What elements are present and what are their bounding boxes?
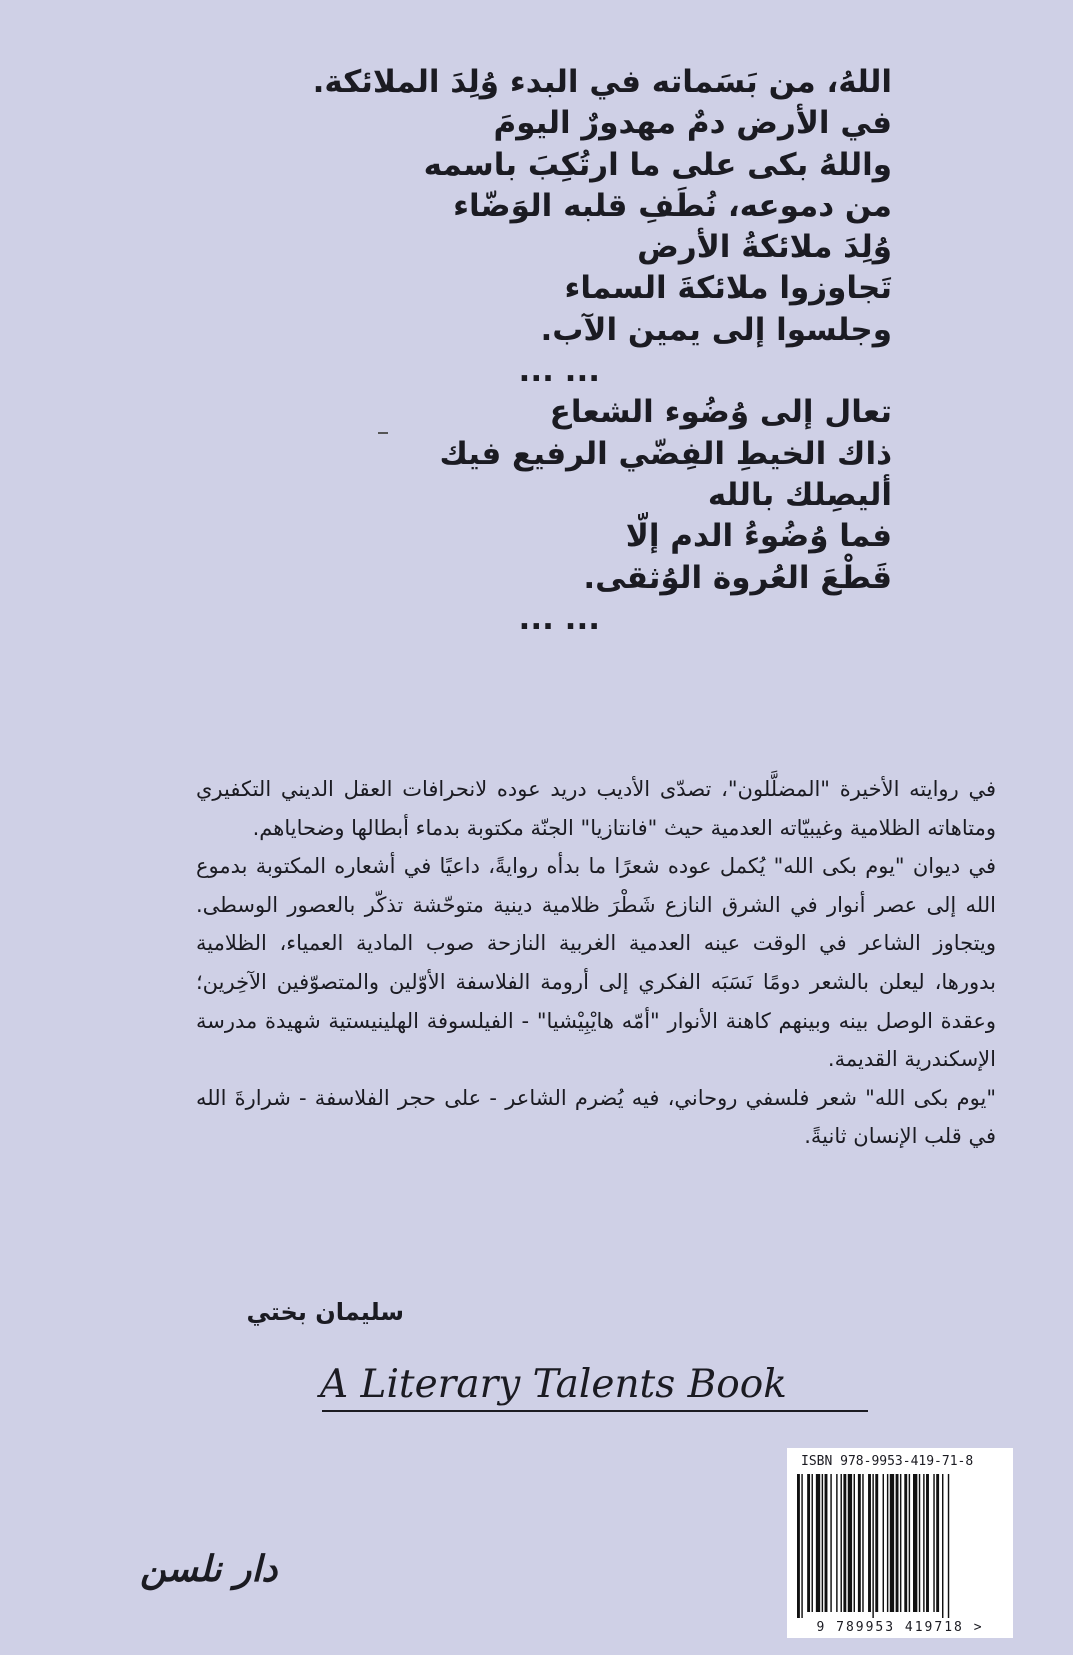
barcode-bar xyxy=(872,1474,873,1618)
barcode-bar xyxy=(858,1474,861,1612)
series-tagline xyxy=(320,1362,880,1407)
barcode-bar xyxy=(822,1474,823,1612)
barcode-bar xyxy=(883,1474,884,1612)
barcode-bar xyxy=(948,1474,949,1618)
poem-line: وجلسوا إلى يمين الآب. xyxy=(540,311,892,348)
poem-line: في الأرض دمٌ مهدورٌ اليومَ xyxy=(493,105,892,142)
barcode-bar xyxy=(904,1474,907,1612)
barcode-bar xyxy=(923,1474,924,1612)
isbn-label: ISBN 978-9953-419-71-8 xyxy=(801,1454,974,1469)
signature: سليمان بختي xyxy=(246,1298,404,1326)
poem-ellipsis: ... ... xyxy=(518,353,600,390)
poem-line: ذاك الخيطِ الفِضّي الرفيع فيك xyxy=(439,435,892,472)
barcode-bar xyxy=(890,1474,894,1612)
barcode-bar xyxy=(841,1474,842,1612)
barcode-bar xyxy=(887,1474,888,1612)
publisher-logo: دار نلسن xyxy=(140,1548,278,1590)
blurb xyxy=(196,770,996,1156)
barcode xyxy=(787,1448,1013,1638)
poem xyxy=(300,62,892,640)
barcode-bar xyxy=(933,1474,934,1612)
barcode-bars xyxy=(793,1474,1007,1618)
barcode-bar xyxy=(926,1474,929,1612)
poem-line: واللهُ بكى على ما ارتُكِبَ باسمه xyxy=(423,146,892,183)
barcode-bar xyxy=(936,1474,939,1612)
barcode-bar xyxy=(843,1474,846,1612)
poem-line: وُلِدَ ملائكةُ الأرض xyxy=(637,229,892,266)
barcode-bar xyxy=(913,1474,917,1612)
barcode-bar xyxy=(854,1474,855,1612)
barcode-bar xyxy=(801,1474,802,1618)
poem-line: فما وُضُوءُ الدم إلّا xyxy=(625,518,892,555)
barcode-bar xyxy=(875,1474,878,1612)
blurb-paragraph: "يوم بكى الله" شعر فلسفي روحاني، فيه يُضرم الشاعر - على حجر الفلاسفة - شرارةَ الله في قلب الإنسان ثانيةً. xyxy=(196,1085,996,1149)
ean-digits: 9 789953 419718 > xyxy=(816,1620,984,1635)
barcode-bar xyxy=(797,1474,800,1618)
poem-line: قَطْعَ العُروة الوُثقى. xyxy=(583,559,892,596)
barcode-bar xyxy=(919,1474,920,1612)
blurb-paragraph: في ديوان "يوم بكى الله" يُكمل عوده شعرًا ما بدأه روايةً، داعيًا في أشعاره المكتوبة بدموع الله إلى عصر أنوار في الشرق النازع شَطْرَ ظلامية دينية متوحّشة تذكّر بالعصور الوسطى. ويتجاوز الشاعر في الوقت عينه العدمية الغربية النازحة صوب المادية العمياء، الظلامية بدورها، ليعلن بالشعر دومًا نَسَبَه الفكري إلى أرومة الفلاسفة الأوّلين والمتصوّفين الآخِرين؛ وعقدة الوصل بينه وبينهم كاهنة الأنوار "أمّه هايْبِيْشيا" - الفيلسوفة الهلينيستية شهيدة مدرسة الإسكندرية القديمة. xyxy=(196,854,996,1072)
barcode-bar xyxy=(942,1474,943,1618)
barcode-bar xyxy=(909,1474,910,1612)
barcode-bar xyxy=(825,1474,828,1612)
poem-line: تَجاوزوا ملائكةَ السماء xyxy=(564,270,892,307)
tagline-underline xyxy=(322,1410,868,1412)
poem-line: أليصِلك بالله xyxy=(707,476,892,513)
barcode-bar xyxy=(816,1474,820,1612)
barcode-bar xyxy=(807,1474,810,1612)
barcode-bar xyxy=(862,1474,863,1612)
barcode-bar xyxy=(868,1474,871,1612)
poem-ellipsis: ... ... xyxy=(518,600,600,637)
poem-line: اللهُ، من بَسَماته في البدء وُلِدَ الملائكة. xyxy=(312,64,892,100)
barcode-bar xyxy=(836,1474,837,1612)
barcode-bar xyxy=(896,1474,899,1612)
series-tagline-text: A Literary Talents Book xyxy=(320,1362,787,1407)
print-mark xyxy=(378,432,388,434)
blurb-paragraph: في روايته الأخيرة "المضلَّلون"، تصدّى الأديب دريد عوده لانحرافات العقل الديني التكفيري ومتاهاته الظلامية وغيبيّاته العدمية حيث "فانتازيا" الجنّة مكتوبة بدماء أبطالها وضحاياهم. xyxy=(196,777,996,840)
poem-line: من دموعه، نُطَفِ قلبه الوَضّاء xyxy=(453,187,892,224)
barcode-bar xyxy=(900,1474,901,1612)
barcode-bar xyxy=(830,1474,831,1612)
barcode-bar xyxy=(848,1474,852,1612)
barcode-bar xyxy=(812,1474,813,1612)
poem-line: تعال إلى وُضُوء الشعاع xyxy=(549,394,892,431)
